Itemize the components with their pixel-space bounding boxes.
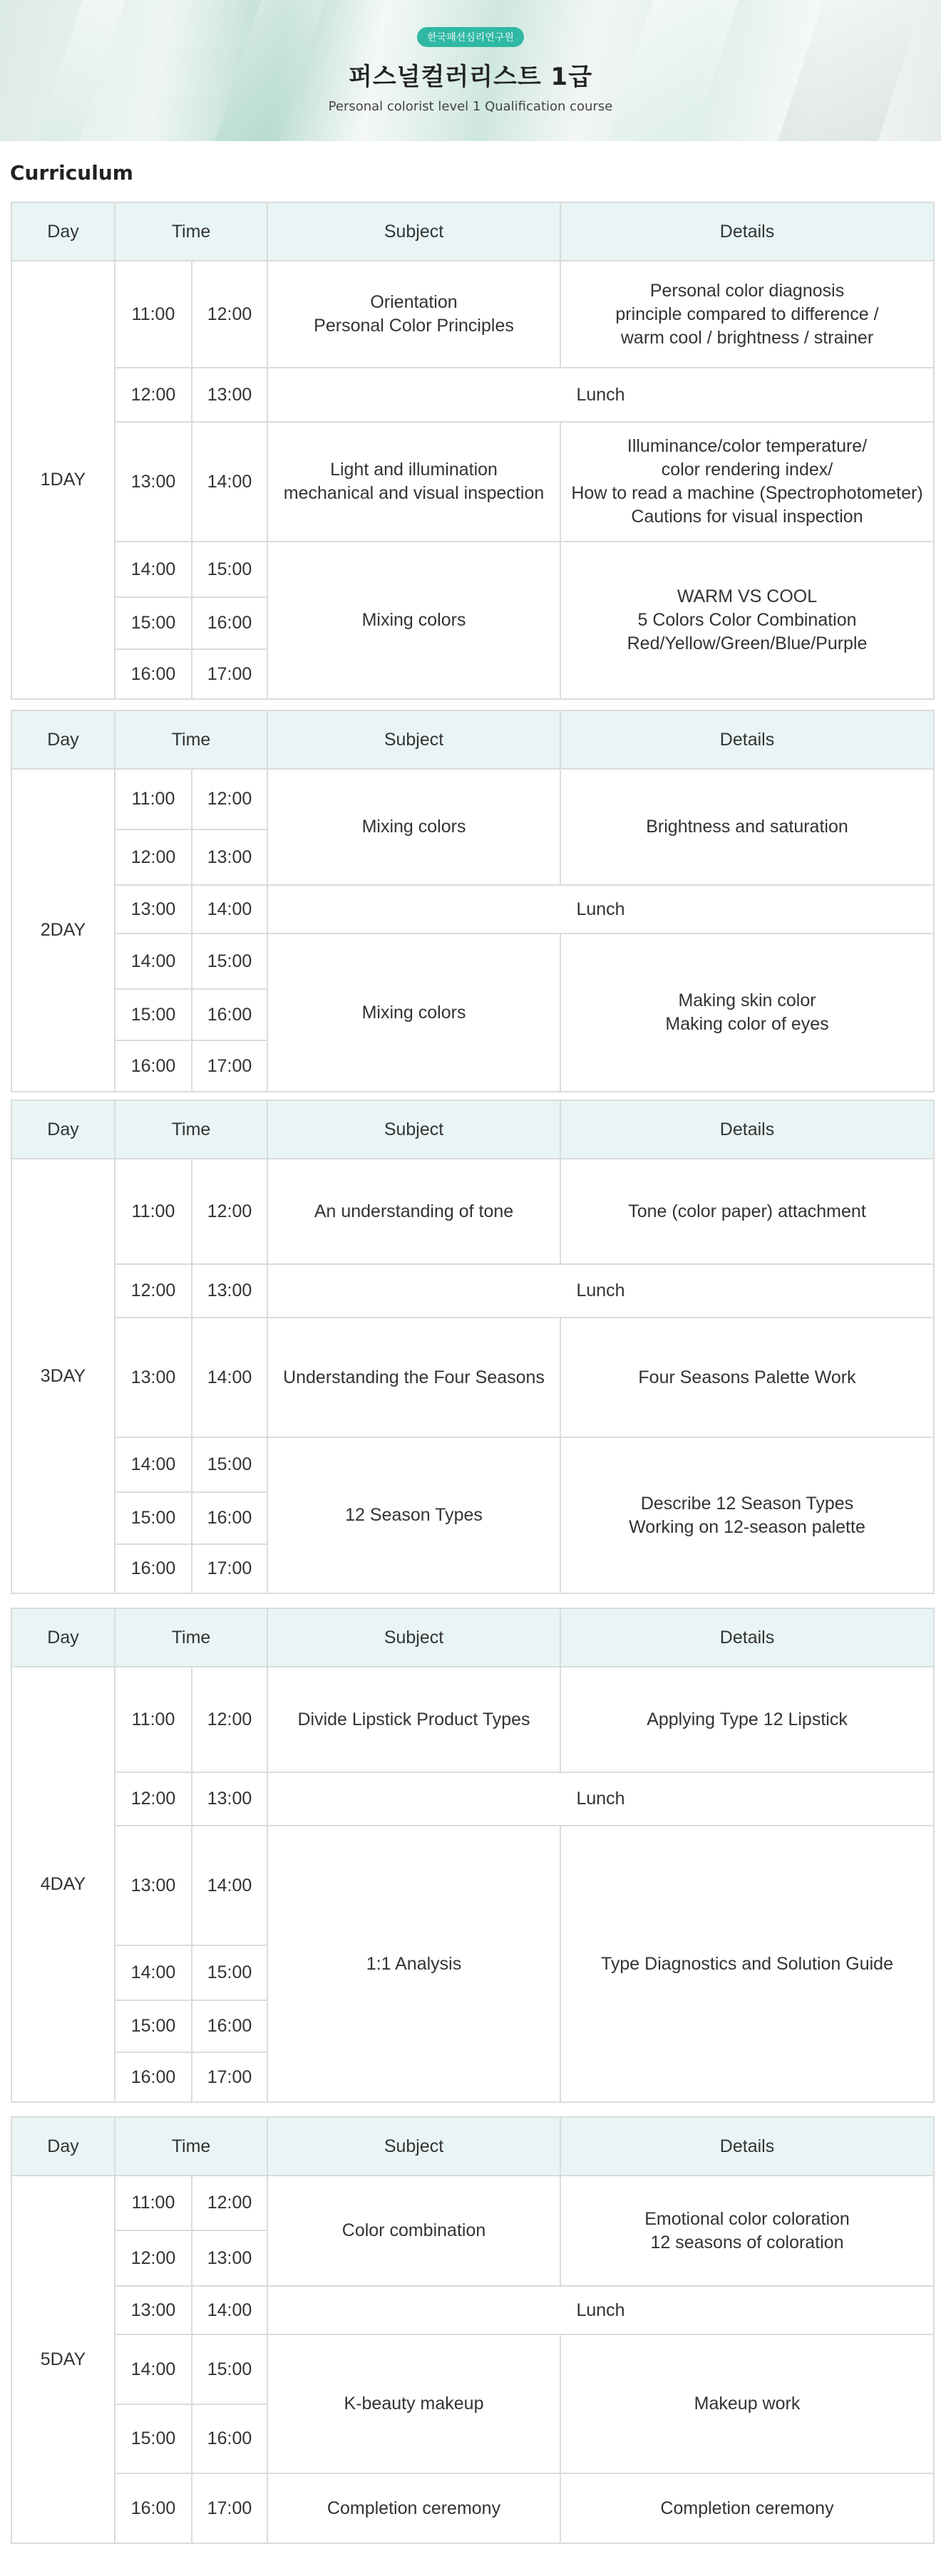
header-day: Day	[11, 710, 115, 769]
day-label: 4DAY	[11, 1667, 115, 2102]
subject-cell: K-beauty makeup	[267, 2334, 560, 2473]
time-start: 13:00	[115, 1318, 192, 1437]
details-cell: Brightness and saturation	[560, 769, 934, 885]
time-start: 14:00	[115, 1437, 192, 1492]
time-start: 16:00	[115, 1544, 192, 1593]
subject-cell: Divide Lipstick Product Types	[267, 1667, 560, 1772]
details-cell: Illuminance/color temperature/ color rendering index/ How to read a machine (Spectrophotometer) Cautions for visual inspection	[560, 422, 934, 542]
time-start: 12:00	[115, 368, 192, 422]
header-time: Time	[115, 2117, 267, 2176]
table-row	[11, 2473, 934, 2543]
time-start: 15:00	[115, 2000, 192, 2052]
time-start: 15:00	[115, 989, 192, 1040]
header-details: Details	[560, 1100, 934, 1159]
table-row	[11, 542, 934, 597]
table-row	[11, 1318, 934, 1437]
time-end: 16:00	[192, 1492, 267, 1544]
time-end: 15:00	[192, 1437, 267, 1492]
table-row	[11, 368, 934, 422]
time-end: 14:00	[192, 1318, 267, 1437]
time-end: 13:00	[192, 829, 267, 885]
time-start: 14:00	[115, 542, 192, 597]
time-start: 16:00	[115, 1040, 192, 1092]
subject-cell: Color combination	[267, 2176, 560, 2286]
time-end: 17:00	[192, 1040, 267, 1092]
time-end: 13:00	[192, 1772, 267, 1826]
table-header-row	[11, 710, 934, 769]
details-cell: Four Seasons Palette Work	[560, 1318, 934, 1437]
header-details: Details	[560, 1608, 934, 1667]
time-end: 12:00	[192, 261, 267, 368]
table-row	[11, 1437, 934, 1492]
time-start: 13:00	[115, 422, 192, 542]
subject-cell: Light and illumination mechanical and visual inspection	[267, 422, 560, 542]
details-cell: Personal color diagnosis principle compared to difference / warm cool / brightness / strainer	[560, 261, 934, 368]
header-time: Time	[115, 1100, 267, 1159]
time-end: 14:00	[192, 885, 267, 933]
time-start: 12:00	[115, 1772, 192, 1826]
table-row	[11, 1159, 934, 1264]
day-2-table	[11, 710, 935, 1092]
day-5-table	[11, 2116, 935, 2544]
day-4-table	[11, 1608, 935, 2103]
details-cell: Makeup work	[560, 2334, 934, 2473]
header-details: Details	[560, 2117, 934, 2176]
time-end: 15:00	[192, 1945, 267, 2000]
time-end: 12:00	[192, 1667, 267, 1772]
subject-cell: Understanding the Four Seasons	[267, 1318, 560, 1437]
table-row	[11, 422, 934, 542]
time-end: 17:00	[192, 649, 267, 699]
course-title: 퍼스널컬러리스트 1급	[348, 63, 593, 91]
table-row	[11, 2176, 934, 2230]
lunch-cell: Lunch	[267, 2286, 934, 2334]
details-cell: Emotional color coloration 12 seasons of coloration	[560, 2176, 934, 2286]
time-start: 13:00	[115, 2286, 192, 2334]
section-title: Curriculum	[10, 161, 133, 185]
subject-cell: Orientation Personal Color Principles	[267, 261, 560, 368]
subject-cell: 1:1 Analysis	[267, 1826, 560, 2102]
day-label: 5DAY	[11, 2176, 115, 2543]
time-start: 11:00	[115, 261, 192, 368]
time-start: 11:00	[115, 1667, 192, 1772]
header-time: Time	[115, 1608, 267, 1667]
subject-cell: Mixing colors	[267, 933, 560, 1092]
lunch-cell: Lunch	[267, 1772, 934, 1826]
time-start: 15:00	[115, 597, 192, 649]
time-end: 16:00	[192, 2404, 267, 2473]
subject-cell: Mixing colors	[267, 542, 560, 699]
header-time: Time	[115, 202, 267, 261]
details-cell: Tone (color paper) attachment	[560, 1159, 934, 1264]
header-banner	[0, 0, 941, 141]
table-row	[11, 1826, 934, 1945]
time-start: 16:00	[115, 2052, 192, 2102]
time-start: 13:00	[115, 885, 192, 933]
lunch-cell: Lunch	[267, 368, 934, 422]
time-end: 12:00	[192, 1159, 267, 1264]
time-start: 11:00	[115, 769, 192, 829]
header-details: Details	[560, 710, 934, 769]
subject-cell: An understanding of tone	[267, 1159, 560, 1264]
time-end: 13:00	[192, 1264, 267, 1318]
time-end: 15:00	[192, 542, 267, 597]
details-cell: Applying Type 12 Lipstick	[560, 1667, 934, 1772]
time-start: 14:00	[115, 1945, 192, 2000]
table-header-row	[11, 2117, 934, 2176]
time-start: 14:00	[115, 933, 192, 989]
table-row	[11, 1264, 934, 1318]
header-subject: Subject	[267, 710, 560, 769]
time-start: 15:00	[115, 1492, 192, 1544]
day-label: 3DAY	[11, 1159, 115, 1593]
details-cell: WARM VS COOL 5 Colors Color Combination Red/Yellow/Green/Blue/Purple	[560, 542, 934, 699]
table-row	[11, 933, 934, 989]
header-time: Time	[115, 710, 267, 769]
institute-badge: 한국패션심리연구원	[417, 27, 524, 47]
time-start: 11:00	[115, 2176, 192, 2230]
table-row	[11, 2334, 934, 2404]
day-3-table	[11, 1100, 935, 1594]
time-end: 15:00	[192, 933, 267, 989]
time-end: 15:00	[192, 2334, 267, 2404]
table-row	[11, 261, 934, 368]
time-start: 12:00	[115, 2230, 192, 2286]
time-end: 16:00	[192, 989, 267, 1040]
header-day: Day	[11, 2117, 115, 2176]
time-start: 16:00	[115, 2473, 192, 2543]
table-header-row	[11, 1100, 934, 1159]
table-row	[11, 1667, 934, 1772]
day-label: 2DAY	[11, 769, 115, 1092]
time-end: 16:00	[192, 2000, 267, 2052]
header-subject: Subject	[267, 1608, 560, 1667]
time-end: 12:00	[192, 769, 267, 829]
time-start: 13:00	[115, 1826, 192, 1945]
header-subject: Subject	[267, 202, 560, 261]
lunch-cell: Lunch	[267, 1264, 934, 1318]
subject-cell: 12 Season Types	[267, 1437, 560, 1593]
day-1-table	[11, 202, 935, 700]
time-end: 14:00	[192, 2286, 267, 2334]
table-header-row	[11, 202, 934, 261]
time-end: 12:00	[192, 2176, 267, 2230]
time-end: 17:00	[192, 1544, 267, 1593]
table-row	[11, 2286, 934, 2334]
time-end: 17:00	[192, 2052, 267, 2102]
table-row	[11, 885, 934, 933]
table-header-row	[11, 1608, 934, 1667]
lunch-cell: Lunch	[267, 885, 934, 933]
time-start: 12:00	[115, 1264, 192, 1318]
header-subject: Subject	[267, 2117, 560, 2176]
time-end: 13:00	[192, 2230, 267, 2286]
time-start: 15:00	[115, 2404, 192, 2473]
day-label: 1DAY	[11, 261, 115, 699]
time-end: 13:00	[192, 368, 267, 422]
subject-cell: Completion ceremony	[267, 2473, 560, 2543]
time-end: 16:00	[192, 597, 267, 649]
details-cell: Type Diagnostics and Solution Guide	[560, 1826, 934, 2102]
time-end: 14:00	[192, 1826, 267, 1945]
time-start: 11:00	[115, 1159, 192, 1264]
course-subtitle: Personal colorist level 1 Qualification course	[328, 99, 613, 114]
header-day: Day	[11, 202, 115, 261]
header-details: Details	[560, 202, 934, 261]
time-start: 12:00	[115, 829, 192, 885]
time-end: 17:00	[192, 2473, 267, 2543]
table-row	[11, 769, 934, 829]
details-cell: Making skin color Making color of eyes	[560, 933, 934, 1092]
time-start: 14:00	[115, 2334, 192, 2404]
header-day: Day	[11, 1100, 115, 1159]
time-end: 14:00	[192, 422, 267, 542]
time-start: 16:00	[115, 649, 192, 699]
header-subject: Subject	[267, 1100, 560, 1159]
details-cell: Describe 12 Season Types Working on 12-season palette	[560, 1437, 934, 1593]
subject-cell: Mixing colors	[267, 769, 560, 885]
details-cell: Completion ceremony	[560, 2473, 934, 2543]
header-day: Day	[11, 1608, 115, 1667]
table-row	[11, 1772, 934, 1826]
